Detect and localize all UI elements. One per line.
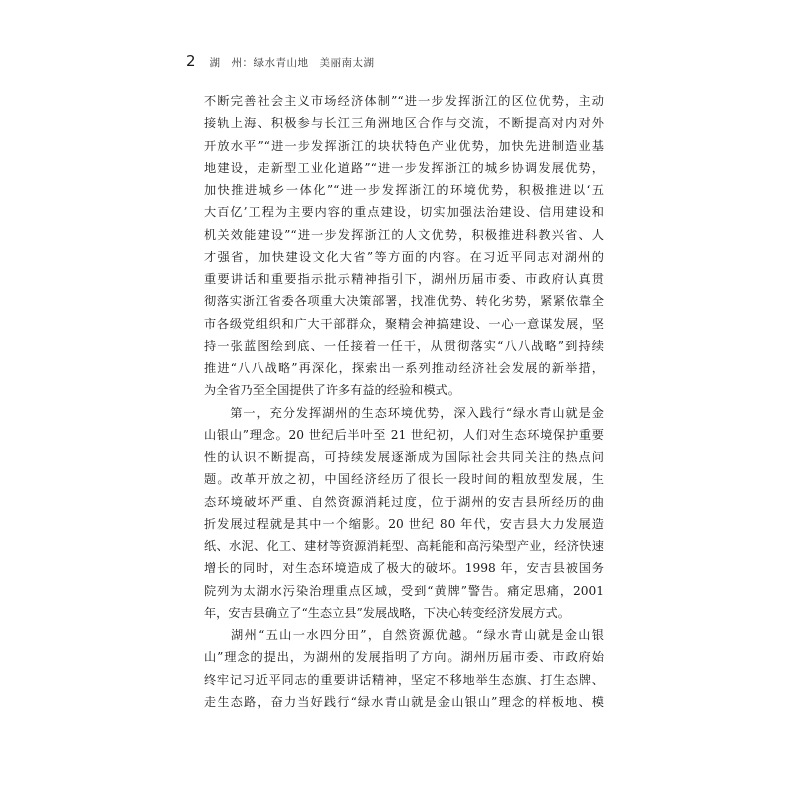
page-number: 2	[186, 52, 196, 70]
text-line: 彻落实浙江省委各项重大决策部署，找准优势、转化劣势，紧紧依靠全	[204, 294, 604, 309]
running-head: 湖 州：绿水青山地 美丽南太湖	[209, 57, 375, 69]
page-header	[186, 52, 375, 70]
body-text	[204, 90, 604, 713]
text-line: 增长的同时，对生态环境造成了极大的破坏。1998 年，安吉县被国务	[204, 561, 604, 576]
text-line: 第一，充分发挥湖州的生态环境优势，深入践行“绿水青山就是金	[204, 405, 604, 420]
paragraph	[204, 402, 604, 625]
text-line: 不断完善社会主义市场经济体制”“进一步发挥浙江的区位优势，主动	[204, 94, 604, 108]
text-line: 地建设，走新型工业化道路”“进一步发挥浙江的城乡协调发展优势，	[204, 160, 604, 175]
text-line: 才强省，加快建设文化大省”等方面的内容。在习近平同志对湖州的	[204, 249, 604, 264]
text-line: 开放水平”“进一步发挥浙江的块状特色产业优势，加快先进制造业基	[204, 138, 604, 153]
text-line: 大百亿’工程为主要内容的重点建设，切实加强法治建设、信用建设和	[204, 205, 604, 220]
text-line: 加快推进城乡一体化”“进一步发挥浙江的环境优势，积极推进以‘五	[204, 183, 604, 197]
text-line: 接轨上海、积极参与长江三角洲地区合作与交流，不断提高对内对外	[204, 116, 604, 131]
paragraph	[204, 624, 604, 713]
text-line: 为全省乃至全国提供了许多有益的经验和模式。	[204, 383, 460, 398]
text-line: 山银山”理念。20 世纪后半叶至 21 世纪初，人们对生态环境保护重要	[204, 427, 604, 442]
text-line: 终牢记习近平同志的重要讲话精神，坚定不移地举生态旗、打生态牌、	[204, 672, 604, 687]
text-line: 湖州“五山一水四分田”，自然资源优越。“绿水青山就是金山银	[204, 628, 604, 642]
text-line: 山”理念的提出，为湖州的发展指明了方向。湖州历届市委、市政府始	[204, 650, 604, 665]
text-line: 市各级党组织和广大干部群众，聚精会神搞建设、一心一意谋发展，坚	[204, 316, 604, 331]
text-line: 机关效能建设”“进一步发挥浙江的人文优势，积极推进科教兴省、人	[204, 227, 604, 242]
text-line: 性的认识不断提高，可持续发展逐渐成为国际社会共同关注的热点问	[204, 450, 604, 464]
text-line: 重要讲话和重要指示批示精神指引下，湖州历届市委、市政府认真贯	[204, 272, 604, 286]
text-line: 走生态路，奋力当好践行“绿水青山就是金山银山”理念的样板地、模	[204, 694, 604, 709]
text-line: 折发展过程就是其中一个缩影。20 世纪 80 年代，安吉县大力发展造	[204, 516, 604, 531]
paragraph	[204, 90, 604, 402]
text-line: 院列为太湖水污染治理重点区域，受到“黄牌”警告。痛定思痛，2001	[204, 583, 604, 598]
text-line: 题。改革开放之初，中国经济经历了很长一段时间的粗放型发展，生	[204, 472, 604, 487]
text-line: 持一张蓝图绘到底、一任接着一任干，从贯彻落实“八八战略”到持续	[204, 338, 604, 353]
text-line: 纸、水泥、化工、建材等资源消耗型、高耗能和高污染型产业，经济快速	[204, 539, 604, 553]
text-line: 态环境破坏严重、自然资源消耗过度，位于湖州的安吉县所经历的曲	[204, 494, 604, 509]
text-line: 年，安吉县确立了“生态立县”发展战略，下决心转变经济发展方式。	[204, 605, 570, 620]
text-line: 推进“八八战略”再深化，探索出一系列推动经济社会发展的新举措，	[204, 361, 604, 375]
